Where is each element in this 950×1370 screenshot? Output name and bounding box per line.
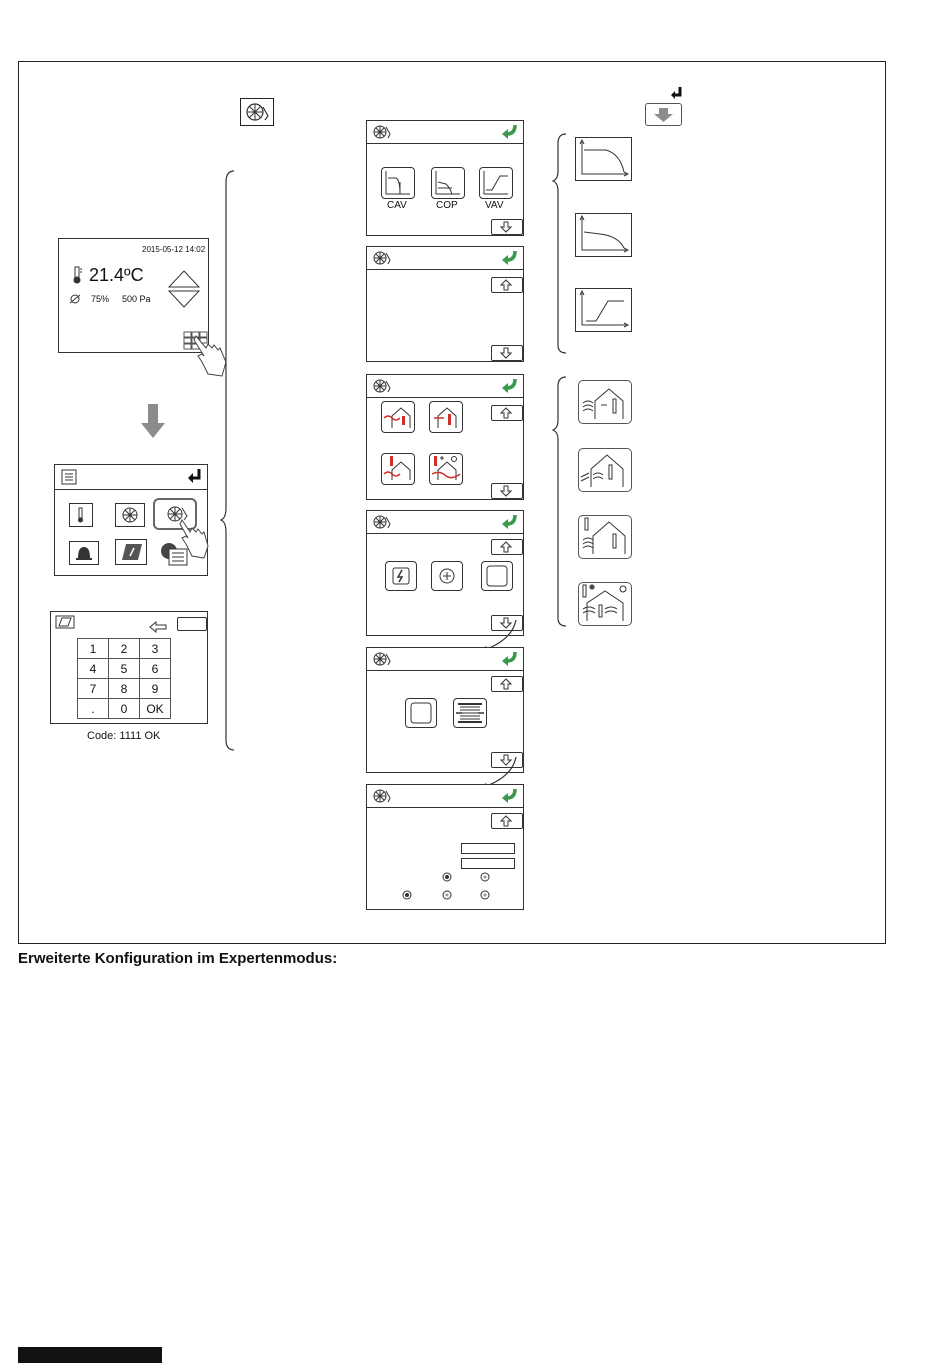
enter-green-icon[interactable]	[501, 651, 519, 672]
up-nav-button[interactable]	[491, 813, 523, 829]
cooler-coil-button[interactable]	[453, 698, 487, 728]
fan-icon[interactable]	[115, 503, 145, 527]
backspace-arrow-icon[interactable]	[149, 620, 167, 638]
room-temp-button[interactable]	[381, 453, 415, 485]
room-house-icon	[578, 515, 632, 559]
electric-heater-button[interactable]	[385, 561, 417, 591]
bell-icon[interactable]	[69, 541, 99, 565]
screen-header	[367, 648, 523, 671]
key-0[interactable]: 0	[109, 699, 140, 719]
code-hint: Code: 1111 OK	[87, 730, 161, 742]
key-dot[interactable]: .	[78, 699, 109, 719]
temperature-control-screen	[366, 374, 524, 500]
screen-header	[367, 247, 523, 270]
fan-icon	[370, 377, 394, 400]
thermometer-icon	[71, 266, 83, 289]
control-mode-screen	[366, 120, 524, 236]
thermometer-icon[interactable]	[69, 503, 93, 527]
fan-shortcut-icon	[240, 98, 274, 126]
fan-percent: 75%	[91, 294, 110, 304]
code-display-field[interactable]	[177, 617, 207, 631]
cav-label: CAV	[387, 200, 407, 211]
supply-house-icon	[578, 380, 632, 424]
key-7[interactable]: 7	[78, 679, 109, 699]
screen-header	[367, 375, 523, 398]
list-icon[interactable]	[61, 469, 77, 490]
home-screen	[58, 238, 209, 353]
key-ok[interactable]: OK	[140, 699, 171, 719]
up-nav-button[interactable]	[491, 676, 523, 692]
screen-header	[367, 121, 523, 144]
vav-label: VAV	[485, 200, 504, 211]
vav-mode-button[interactable]	[479, 167, 513, 199]
screen-header	[367, 785, 523, 808]
right-brace-houses	[552, 376, 568, 628]
numeric-keypad	[77, 638, 171, 719]
up-nav-button[interactable]	[491, 277, 523, 293]
temperature-value: 21.4ºC	[89, 265, 144, 285]
fan-icon	[370, 123, 394, 146]
enter-green-icon[interactable]	[501, 250, 519, 271]
up-nav-button[interactable]	[491, 539, 523, 555]
extract-house-icon	[578, 448, 632, 492]
down-arrow-button-icon	[645, 103, 682, 126]
supply-temp-button[interactable]	[381, 401, 415, 433]
footer-bar	[18, 1347, 162, 1363]
cop-mode-button[interactable]	[431, 167, 465, 199]
hand-pointer-icon	[178, 516, 210, 565]
vav-curve-icon	[575, 288, 632, 332]
down-nav-button[interactable]	[491, 345, 523, 361]
cav-mode-button[interactable]	[381, 167, 415, 199]
enter-green-icon[interactable]	[501, 378, 519, 399]
fan-small-icon	[67, 292, 83, 310]
outdoor-house-icon	[578, 582, 632, 626]
pressure-value: 500 Pa	[122, 294, 151, 304]
value-field-1[interactable]	[461, 843, 515, 854]
cop-label: COP	[436, 200, 458, 211]
no-heater-button[interactable]	[481, 561, 513, 591]
blank-settings-screen	[366, 246, 524, 362]
left-brace	[220, 170, 236, 752]
radio-row-2[interactable]	[401, 889, 521, 901]
fan-icon	[370, 650, 394, 673]
fan-icon	[370, 787, 394, 810]
code-entry-screen	[50, 611, 208, 724]
cop-curve-icon	[575, 213, 632, 257]
key-2[interactable]: 2	[109, 639, 140, 659]
water-heater-button[interactable]	[431, 561, 463, 591]
fan-icon	[370, 513, 394, 536]
enter-green-icon[interactable]	[501, 514, 519, 535]
right-brace-curves	[552, 133, 568, 355]
service-icon[interactable]	[115, 539, 147, 565]
service-small-icon[interactable]	[55, 615, 75, 634]
key-3[interactable]: 3	[140, 639, 171, 659]
section-caption: Erweiterte Konfiguration im Expertenmodus:	[18, 950, 338, 967]
flow-down-arrow	[140, 403, 166, 444]
cav-curve-icon	[575, 137, 632, 181]
key-8[interactable]: 8	[109, 679, 140, 699]
no-cooler-button[interactable]	[405, 698, 437, 728]
parameter-screen	[366, 784, 524, 910]
down-nav-button[interactable]	[491, 483, 523, 499]
value-field-2[interactable]	[461, 858, 515, 869]
outdoor-temp-button[interactable]	[429, 453, 463, 485]
key-9[interactable]: 9	[140, 679, 171, 699]
radio-row-1[interactable]	[441, 871, 521, 883]
enter-green-icon[interactable]	[501, 124, 519, 145]
enter-green-icon[interactable]	[501, 788, 519, 809]
up-nav-button[interactable]	[491, 405, 523, 421]
enter-icon[interactable]	[187, 468, 203, 489]
setpoint-updown-control[interactable]	[167, 269, 201, 314]
screen-header	[367, 511, 523, 534]
extract-temp-button[interactable]	[429, 401, 463, 433]
datetime: 2015-05-12 14:02	[142, 245, 206, 254]
key-6[interactable]: 6	[140, 659, 171, 679]
key-4[interactable]: 4	[78, 659, 109, 679]
key-5[interactable]: 5	[109, 659, 140, 679]
menu-header	[55, 465, 207, 490]
key-1[interactable]: 1	[78, 639, 109, 659]
down-nav-button[interactable]	[491, 219, 523, 235]
fan-icon	[370, 249, 394, 272]
